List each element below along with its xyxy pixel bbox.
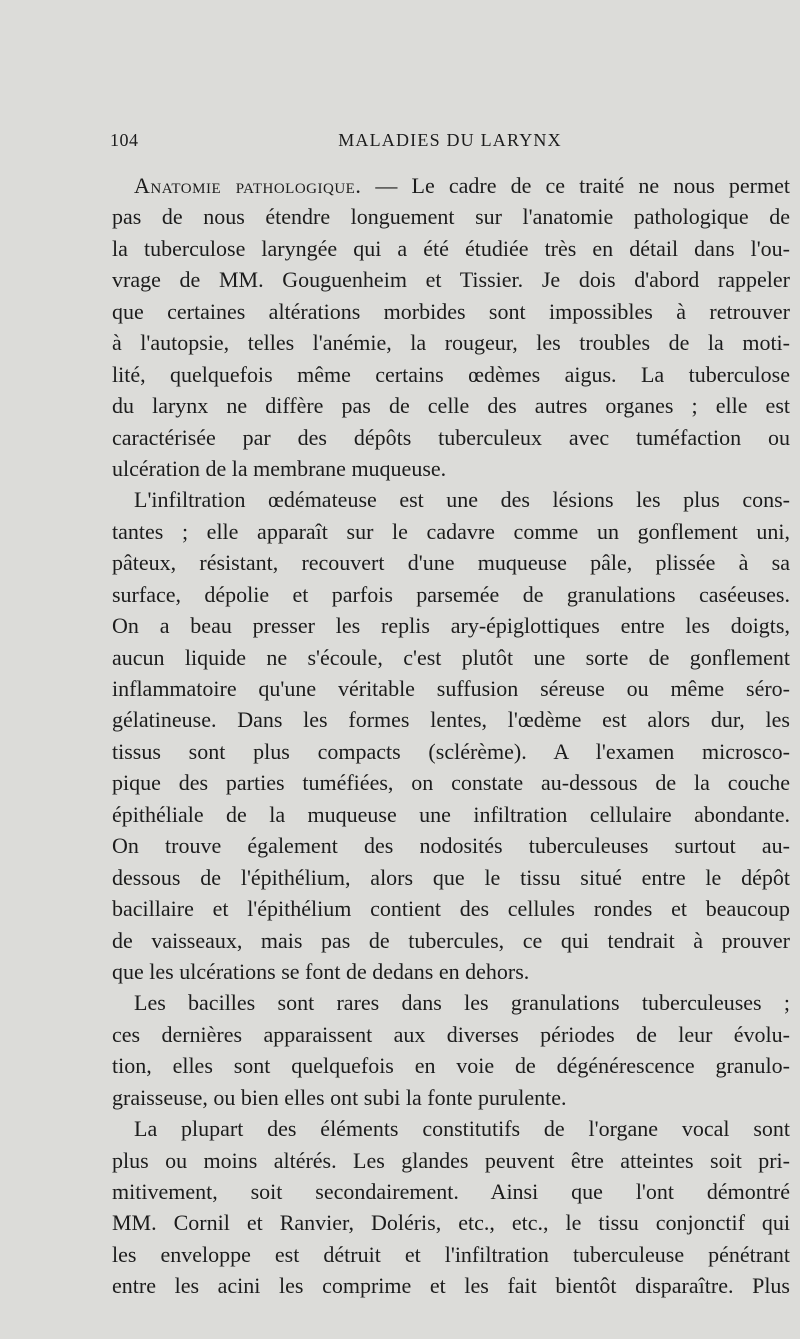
text-line: la tuberculose laryngée qui a été étudiée très en détail dans l'ou- (112, 235, 790, 261)
text-line: La plupart des éléments constitutifs de l'organe vocal sont (134, 1116, 790, 1142)
text-line: On trouve également des nodosités tuberculeuses surtout au- (112, 833, 790, 859)
text-line: ulcération de la membrane muqueuse. (112, 455, 447, 481)
text-line: inflammatoire qu'une véritable suffusion séreuse ou même séro- (112, 676, 790, 701)
text-line: de vaisseaux, mais pas de tubercules, ce qui tendrait à prouver (112, 927, 790, 953)
text-line: lité, quelquefois même certains œdèmes aigus. La tuberculose (112, 361, 790, 387)
text-line: ces dernières apparaissent aux diverses périodes de leur évolu- (112, 1021, 790, 1047)
text-line: vrage de MM. Gouguenheim et Tissier. Je dois d'abord rappeler (112, 267, 790, 293)
text-line: pique des parties tuméfiées, on constate au-dessous de la couche (112, 770, 790, 796)
text-line: graisseuse, ou bien elles ont subi la fonte purulente. (112, 1084, 567, 1110)
text-line: que certaines altérations morbides sont impossibles à retrouver (112, 298, 790, 324)
text-line: gélatineuse. Dans les formes lentes, l'œdème est alors dur, les (112, 707, 790, 733)
text-line: épithéliale de la muqueuse une infiltration cellulaire abondante. (112, 801, 790, 827)
text-line: bacillaire et l'épithélium contient des cellules rondes et beaucoup (112, 896, 790, 922)
text-line: du larynx ne diffère pas de celle des autres organes ; elle est (112, 393, 790, 419)
text-line: les enveloppe est détruit et l'infiltration tuberculeuse pénétrant (112, 1241, 790, 1267)
text-line: mitivement, soit secondairement. Ainsi que l'ont démontré (112, 1179, 790, 1204)
running-head (110, 130, 790, 160)
running-title: MALADIES DU LARYNX (338, 130, 562, 150)
page-number: 104 (110, 130, 139, 150)
text-line: plus ou moins altérés. Les glandes peuvent être atteintes soit pri- (112, 1147, 790, 1173)
text-line: dessous de l'épithélium, alors que le tissu situé entre le dépôt (112, 864, 790, 890)
text-line: L'infiltration œdémateuse est une des lésions les plus cons- (134, 487, 790, 513)
text-line: On a beau presser les replis ary-épiglottiques entre les doigts, (112, 613, 790, 639)
text-line: caractérisée par des dépôts tuberculeux avec tuméfaction ou (112, 424, 790, 450)
section-heading: Anatomie pathologique. (134, 173, 362, 198)
text-line: pâteux, résistant, recouvert d'une muqueuse pâle, plissée à sa (112, 550, 790, 576)
text-line: pas de nous étendre longuement sur l'anatomie pathologique de (112, 204, 790, 230)
text-line: tissus sont plus compacts (sclérème). A l'examen microsco- (112, 738, 790, 764)
text-line (112, 170, 790, 201)
text-line: tantes ; elle apparaît sur le cadavre comme un gonflement uni, (112, 518, 790, 544)
text-line: aucun liquide ne s'écoule, c'est plutôt une sorte de gonflement (112, 644, 790, 670)
text-line: à l'autopsie, telles l'anémie, la rougeur, les troubles de la moti- (112, 330, 790, 356)
text-line: Les bacilles sont rares dans les granulations tuberculeuses ; (134, 990, 790, 1016)
body-text (112, 170, 790, 1302)
text-line: que les ulcérations se font de dedans en dehors. (112, 958, 530, 984)
text-line: MM. Cornil et Ranvier, Doléris, etc., etc., le tissu conjonctif qui (112, 1210, 790, 1236)
text-line: surface, dépolie et parfois parsemée de granulations caséeuses. (112, 581, 790, 607)
text-line: entre les acini les comprime et les fait bientôt disparaître. Plus (112, 1273, 790, 1299)
text-line: tion, elles sont quelquefois en voie de dégénérescence granulo- (112, 1053, 790, 1079)
text-line-content: — Le cadre de ce traité ne nous permet (361, 173, 790, 198)
